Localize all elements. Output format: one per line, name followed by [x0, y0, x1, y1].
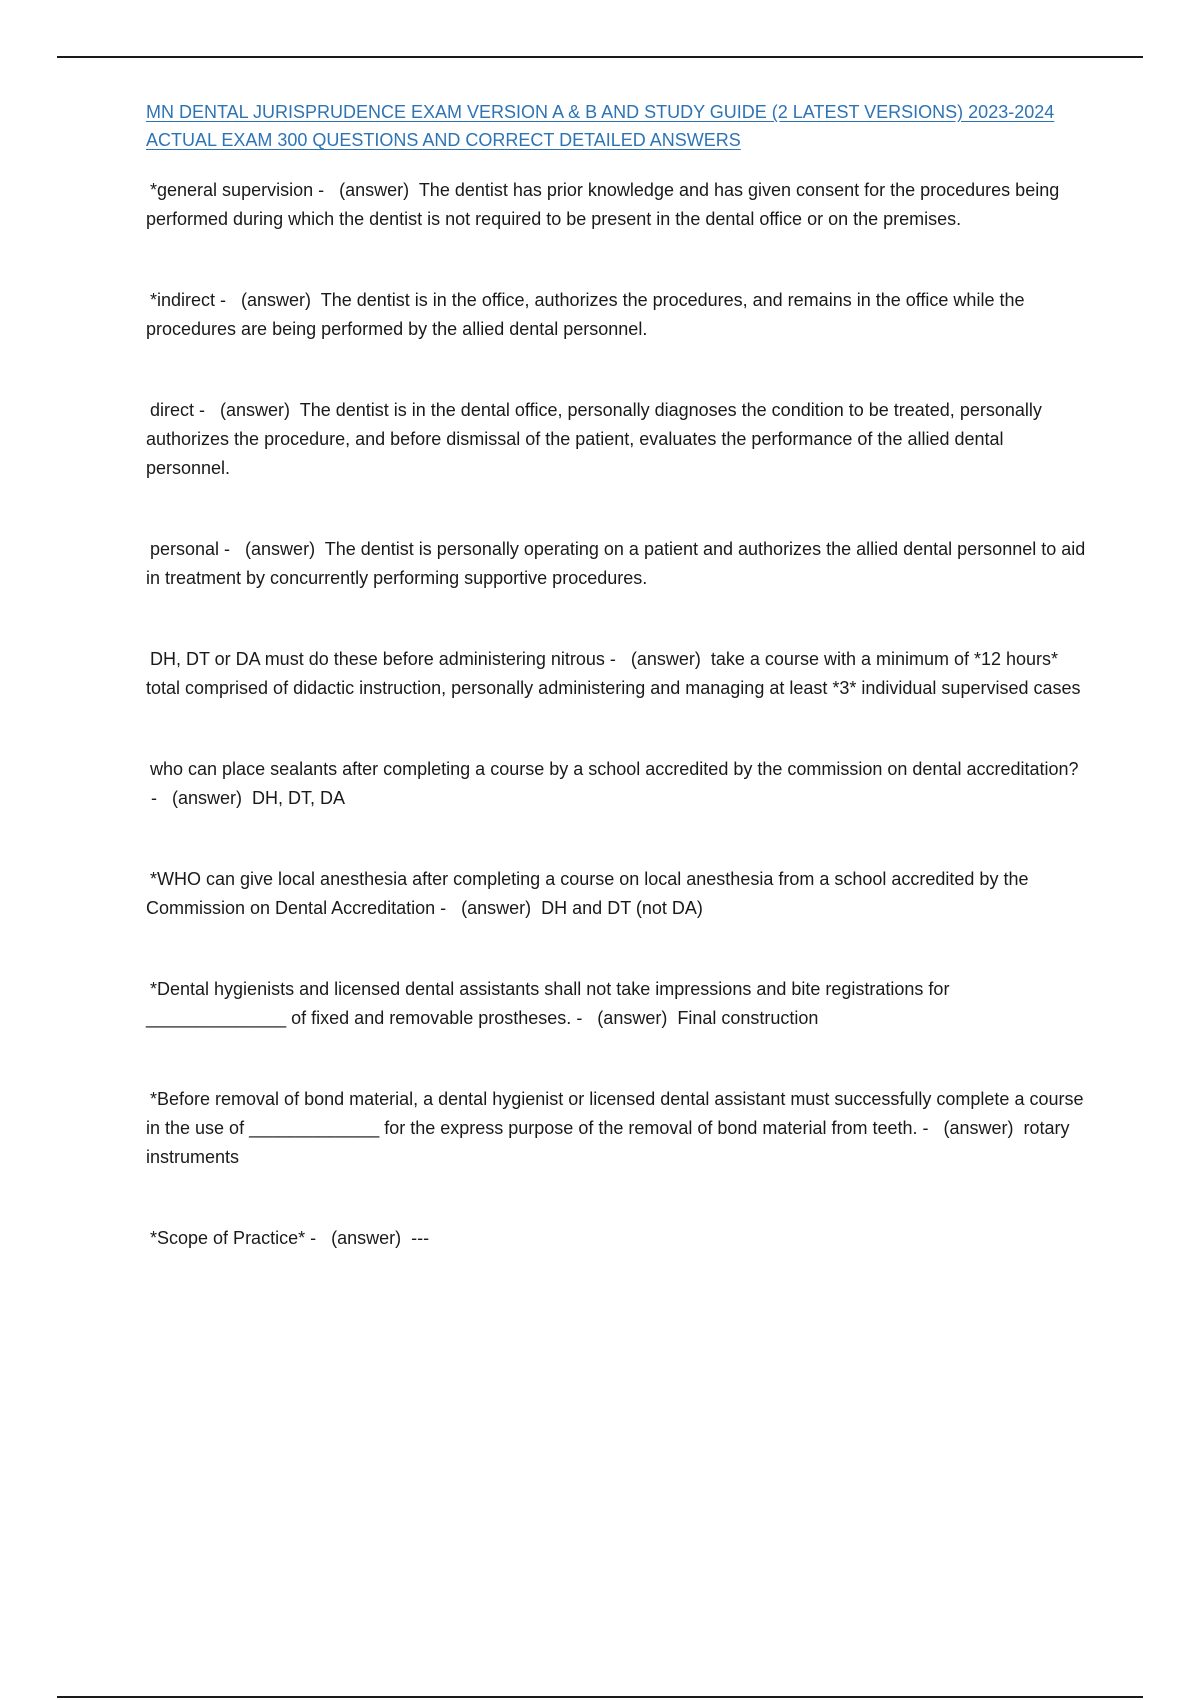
question-text: direct — [150, 400, 195, 420]
qa-item-indirect — [146, 286, 1092, 344]
answer-tag: - (answer) — [917, 1118, 1024, 1138]
qa-item-direct — [146, 396, 1092, 483]
qa-item-sealants — [146, 755, 1092, 813]
qa-item-bond-removal — [146, 1085, 1092, 1172]
answer-tag: - (answer) — [313, 180, 419, 200]
answer-text: The dentist has prior knowledge and has given consent for the procedures being performed during which the dentist is not required to be present in the dental office or on the premises. — [146, 180, 1060, 229]
question-text: *Dental hygienists and licensed dental assistants shall not take impressions and bite registrations for ______________ of fixed and removable prostheses. — [146, 979, 950, 1028]
qa-item-personal — [146, 535, 1092, 593]
answer-text: Final construction — [677, 1008, 819, 1028]
document-title-link[interactable] — [146, 98, 1092, 154]
qa-item-general-supervision — [146, 176, 1092, 234]
question-text: *indirect — [150, 290, 216, 310]
question-text: *general supervision — [150, 180, 314, 200]
answer-text: The dentist is in the dental office, personally diagnoses the condition to be treated, personally authorizes the procedure, and before dismissal of the patient, evaluates the performance of the allied dental personnel. — [146, 400, 1042, 478]
question-text: *Before removal of bond material, a dental hygienist or licensed dental assistant must successfully complete a course in the use of _____________ for the express purpose of the removal of bond material from teeth. — [146, 1089, 1084, 1138]
answer-text: The dentist is personally operating on a patient and authorizes the allied dental personnel to aid in treatment by concurrently performing supportive procedures. — [146, 539, 1086, 588]
answer-tag: - (answer) — [604, 649, 711, 669]
qa-item-scope-of-practice — [146, 1224, 1092, 1253]
document-body — [146, 98, 1092, 1253]
answer-tag: - (answer) — [219, 539, 325, 559]
question-text: DH, DT or DA must do these before administering nitrous — [150, 649, 605, 669]
answer-tag: - (answer) — [146, 788, 253, 808]
qa-item-impressions — [146, 975, 1092, 1033]
question-text: who can place sealants after completing a course by a school accredited by the commission on dental accreditation? — [150, 759, 1079, 779]
answer-text: DH and DT (not DA) — [541, 898, 703, 918]
answer-text: rotary instruments — [146, 1118, 1070, 1167]
answer-tag: - (answer) — [435, 898, 542, 918]
answer-tag: - (answer) — [194, 400, 300, 420]
answer-tag: - (answer) — [571, 1008, 678, 1028]
qa-item-local-anesthesia — [146, 865, 1092, 923]
question-text: *Scope of Practice* — [150, 1228, 306, 1248]
answer-text: --- — [411, 1228, 430, 1248]
answer-text: The dentist is in the office, authorizes the procedures, and remains in the office while the procedures are being performed by the allied dental personnel. — [146, 290, 1025, 339]
answer-tag: - (answer) — [305, 1228, 412, 1248]
title-line-1: MN DENTAL JURISPRUDENCE EXAM VERSION A & B AND STUDY GUIDE (2 LATEST VERSIONS) 2023-2024 — [146, 102, 1055, 122]
top-rule — [57, 56, 1143, 58]
answer-tag: - (answer) — [215, 290, 321, 310]
title-line-2: ACTUAL EXAM 300 QUESTIONS AND CORRECT DETAILED ANSWERS — [146, 130, 741, 150]
question-text: *WHO can give local anesthesia after completing a course on local anesthesia from a school accredited by the Commission on Dental Accreditation — [146, 869, 1029, 918]
answer-text: take a course with a minimum of *12 hours* total comprised of didactic instruction, personally administering and managing at least *3* individual supervised cases — [146, 649, 1081, 698]
qa-item-nitrous — [146, 645, 1092, 703]
bottom-rule — [57, 1696, 1143, 1698]
question-text: personal — [150, 539, 220, 559]
answer-text: DH, DT, DA — [252, 788, 346, 808]
